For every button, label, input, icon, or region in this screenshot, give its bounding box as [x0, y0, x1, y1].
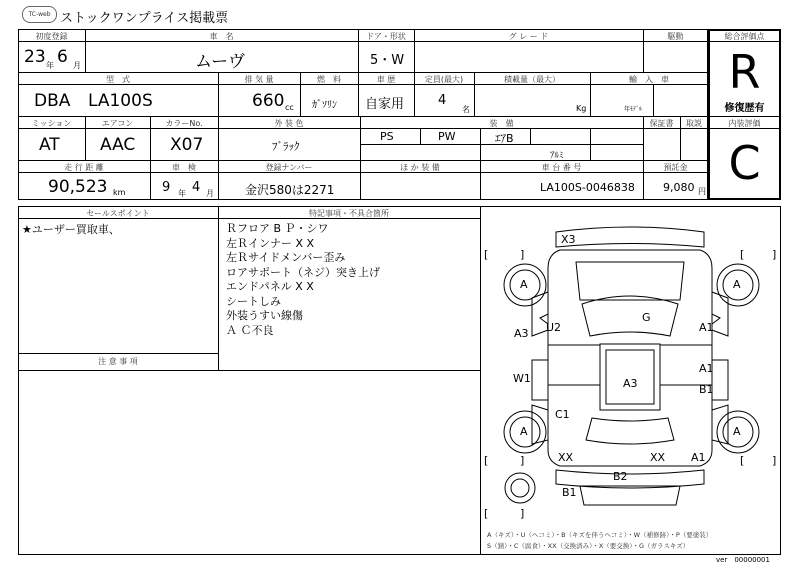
inspect-month-unit: 月	[206, 189, 214, 198]
capacity-unit: 名	[462, 105, 470, 114]
deposit-unit: 円	[698, 187, 706, 196]
note-item: シートしみ	[226, 294, 281, 308]
inspect-year: 9	[162, 180, 171, 195]
legend-line-1: A（キズ）・U（ヘコミ）・B（キズを伴うヘコミ）・W（補修跡）・P（要塗装）	[487, 531, 713, 539]
note-item: 左Ｒサイドメンバー歪み	[226, 251, 346, 264]
mileage-unit: km	[113, 188, 126, 197]
displacement: 660	[252, 91, 285, 111]
year-model-unit: 年ﾓﾃﾞﾙ	[624, 106, 643, 113]
label-warranty: 保証書	[649, 119, 674, 128]
label-chassis: 車 台 番 号	[541, 163, 582, 172]
interior-grade: C	[728, 136, 761, 190]
page-title: ストックワンプライス掲載票	[60, 11, 229, 26]
label-door-type: ドア・形状	[366, 32, 406, 41]
color-no: X07	[170, 135, 204, 155]
mark-w1: W1	[513, 372, 531, 385]
mark-a3-left: A3	[514, 327, 529, 340]
label-car-name: 車 名	[209, 32, 234, 41]
label-sales-point: セールスポイント	[86, 209, 150, 218]
bracket-close: ]	[520, 248, 525, 261]
label-inspection: 車 検	[172, 163, 196, 172]
label-interior-eval: 内装評価	[728, 119, 761, 128]
reg-month: 6	[57, 47, 68, 67]
note-item: ロアサポート（ネジ）突き上げ	[226, 265, 380, 279]
reg-year-unit: 年	[46, 61, 54, 70]
aircon: AAC	[100, 135, 136, 155]
label-mission: ミッション	[31, 119, 72, 128]
bracket-open: [	[484, 454, 489, 467]
car-name: ムーヴ	[195, 52, 246, 72]
repair-history: 修復歴有	[724, 103, 765, 114]
mark-xx-left: XX	[558, 451, 574, 464]
label-capacity: 定員(最大)	[424, 75, 464, 84]
bracket-open: [	[484, 507, 489, 520]
version-label: ver 00000001	[716, 556, 770, 564]
mark-a1-right-mid: A1	[699, 362, 714, 375]
mark-a-rear-right-tire: A	[733, 425, 741, 438]
vehicle-history: 自家用	[365, 97, 405, 112]
displacement-unit: cc	[285, 103, 294, 112]
logo: TC-web	[22, 6, 57, 23]
label-model: 型 式	[106, 75, 130, 84]
mark-u2: U2	[546, 321, 562, 334]
mark-b1-bottom: B1	[562, 486, 577, 499]
door-type: 5・W	[370, 53, 405, 68]
mark-xx-right: XX	[650, 451, 666, 464]
label-aircon: エアコン	[101, 119, 134, 128]
note-item: 外装うすい線傷	[226, 309, 303, 322]
note-item: Ａ Ｃ不良	[226, 323, 274, 337]
plate-number: 金沢580は2271	[245, 183, 335, 197]
bracket-close: ]	[520, 507, 525, 520]
mark-a3-center: A3	[623, 377, 638, 390]
equip-airbag: ｴｱB	[495, 132, 514, 145]
mark-a-rear-left-tire: A	[520, 425, 528, 438]
special-notes-list	[226, 222, 380, 338]
label-caution: 注 意 事 項	[98, 357, 138, 366]
reg-year: 23	[24, 47, 46, 67]
lower-table	[18, 206, 781, 555]
exterior-color: ﾌﾞﾗｯｸ	[272, 140, 300, 153]
label-drive: 駆動	[667, 32, 684, 41]
load-unit: Kg	[576, 104, 587, 113]
mileage: 90,523	[48, 177, 108, 197]
mark-c1: C1	[555, 408, 570, 421]
bracket-open: [	[740, 454, 745, 467]
bracket-open: [	[484, 248, 489, 261]
bracket-close: ]	[772, 248, 777, 261]
mission: AT	[39, 135, 60, 155]
label-other-equipment: ほ か 装 備	[400, 163, 440, 172]
label-displacement: 排 気 量	[244, 75, 274, 84]
bracket-close: ]	[520, 454, 525, 467]
label-load: 積載量（最大）	[504, 75, 560, 84]
bracket-open: [	[740, 248, 745, 261]
label-mileage: 走 行 距 離	[64, 163, 104, 172]
inspect-month: 4	[192, 180, 201, 195]
legend-line-2: S（錆）・C（腐食）・XX（交換済み）・X（要交換）・G（ガラスキズ）	[487, 542, 690, 550]
deposit: 9,080	[663, 181, 695, 194]
label-deposit: 預託金	[663, 163, 688, 172]
fuel: ｶﾞｿﾘﾝ	[312, 100, 337, 111]
note-item: Ｒフロア B Ｐ・シワ	[226, 222, 329, 235]
main-info-table	[18, 29, 708, 200]
mark-b2: B2	[613, 470, 628, 483]
equip-pw: PW	[438, 130, 456, 143]
mark-a1-right-rear: A1	[691, 451, 706, 464]
chassis-number: LA100S-0046838	[540, 181, 635, 194]
note-item: エンドパネル X X	[226, 280, 314, 293]
mark-a1-right-front: A1	[699, 321, 714, 334]
mark-a-front-right-tire: A	[733, 278, 741, 291]
label-color: カラーNo.	[165, 119, 203, 128]
mark-a-front-left-tire: A	[520, 278, 528, 291]
mark-b1-right: B1	[699, 383, 714, 396]
label-equipment: 装 備	[489, 119, 514, 128]
inspect-year-unit: 年	[178, 189, 186, 198]
label-special-notes: 特記事項・不具合箇所	[309, 209, 389, 218]
label-first-reg: 初度登録	[35, 32, 68, 41]
capacity: 4	[438, 93, 447, 108]
model-prefix: DBA	[34, 91, 71, 111]
overall-grade: R	[728, 45, 761, 99]
equip-ps: PS	[380, 130, 394, 143]
label-plate: 登録ナンバー	[265, 163, 313, 172]
bracket-close: ]	[772, 454, 777, 467]
label-import: 輸 入 車	[629, 75, 669, 84]
label-overall-eval: 総合評価点	[724, 32, 765, 41]
mark-g: G	[642, 311, 651, 324]
label-exterior-color: 外 装 色	[274, 119, 304, 128]
label-fuel: 燃 料	[317, 75, 341, 84]
equip-alumi: ｱﾙﾐ	[550, 151, 564, 161]
note-item: 左Ｒインナー X X	[226, 236, 315, 250]
reg-month-unit: 月	[73, 61, 81, 70]
label-grade: グ レ ー ド	[508, 32, 549, 41]
label-manual: 取説	[686, 119, 702, 128]
model-code: LA100S	[88, 91, 153, 111]
sales-point-item: ★ユーザー買取車、	[22, 223, 120, 236]
label-vehicle-history: 車 歴	[376, 75, 396, 84]
mark-x3: X3	[561, 233, 576, 246]
